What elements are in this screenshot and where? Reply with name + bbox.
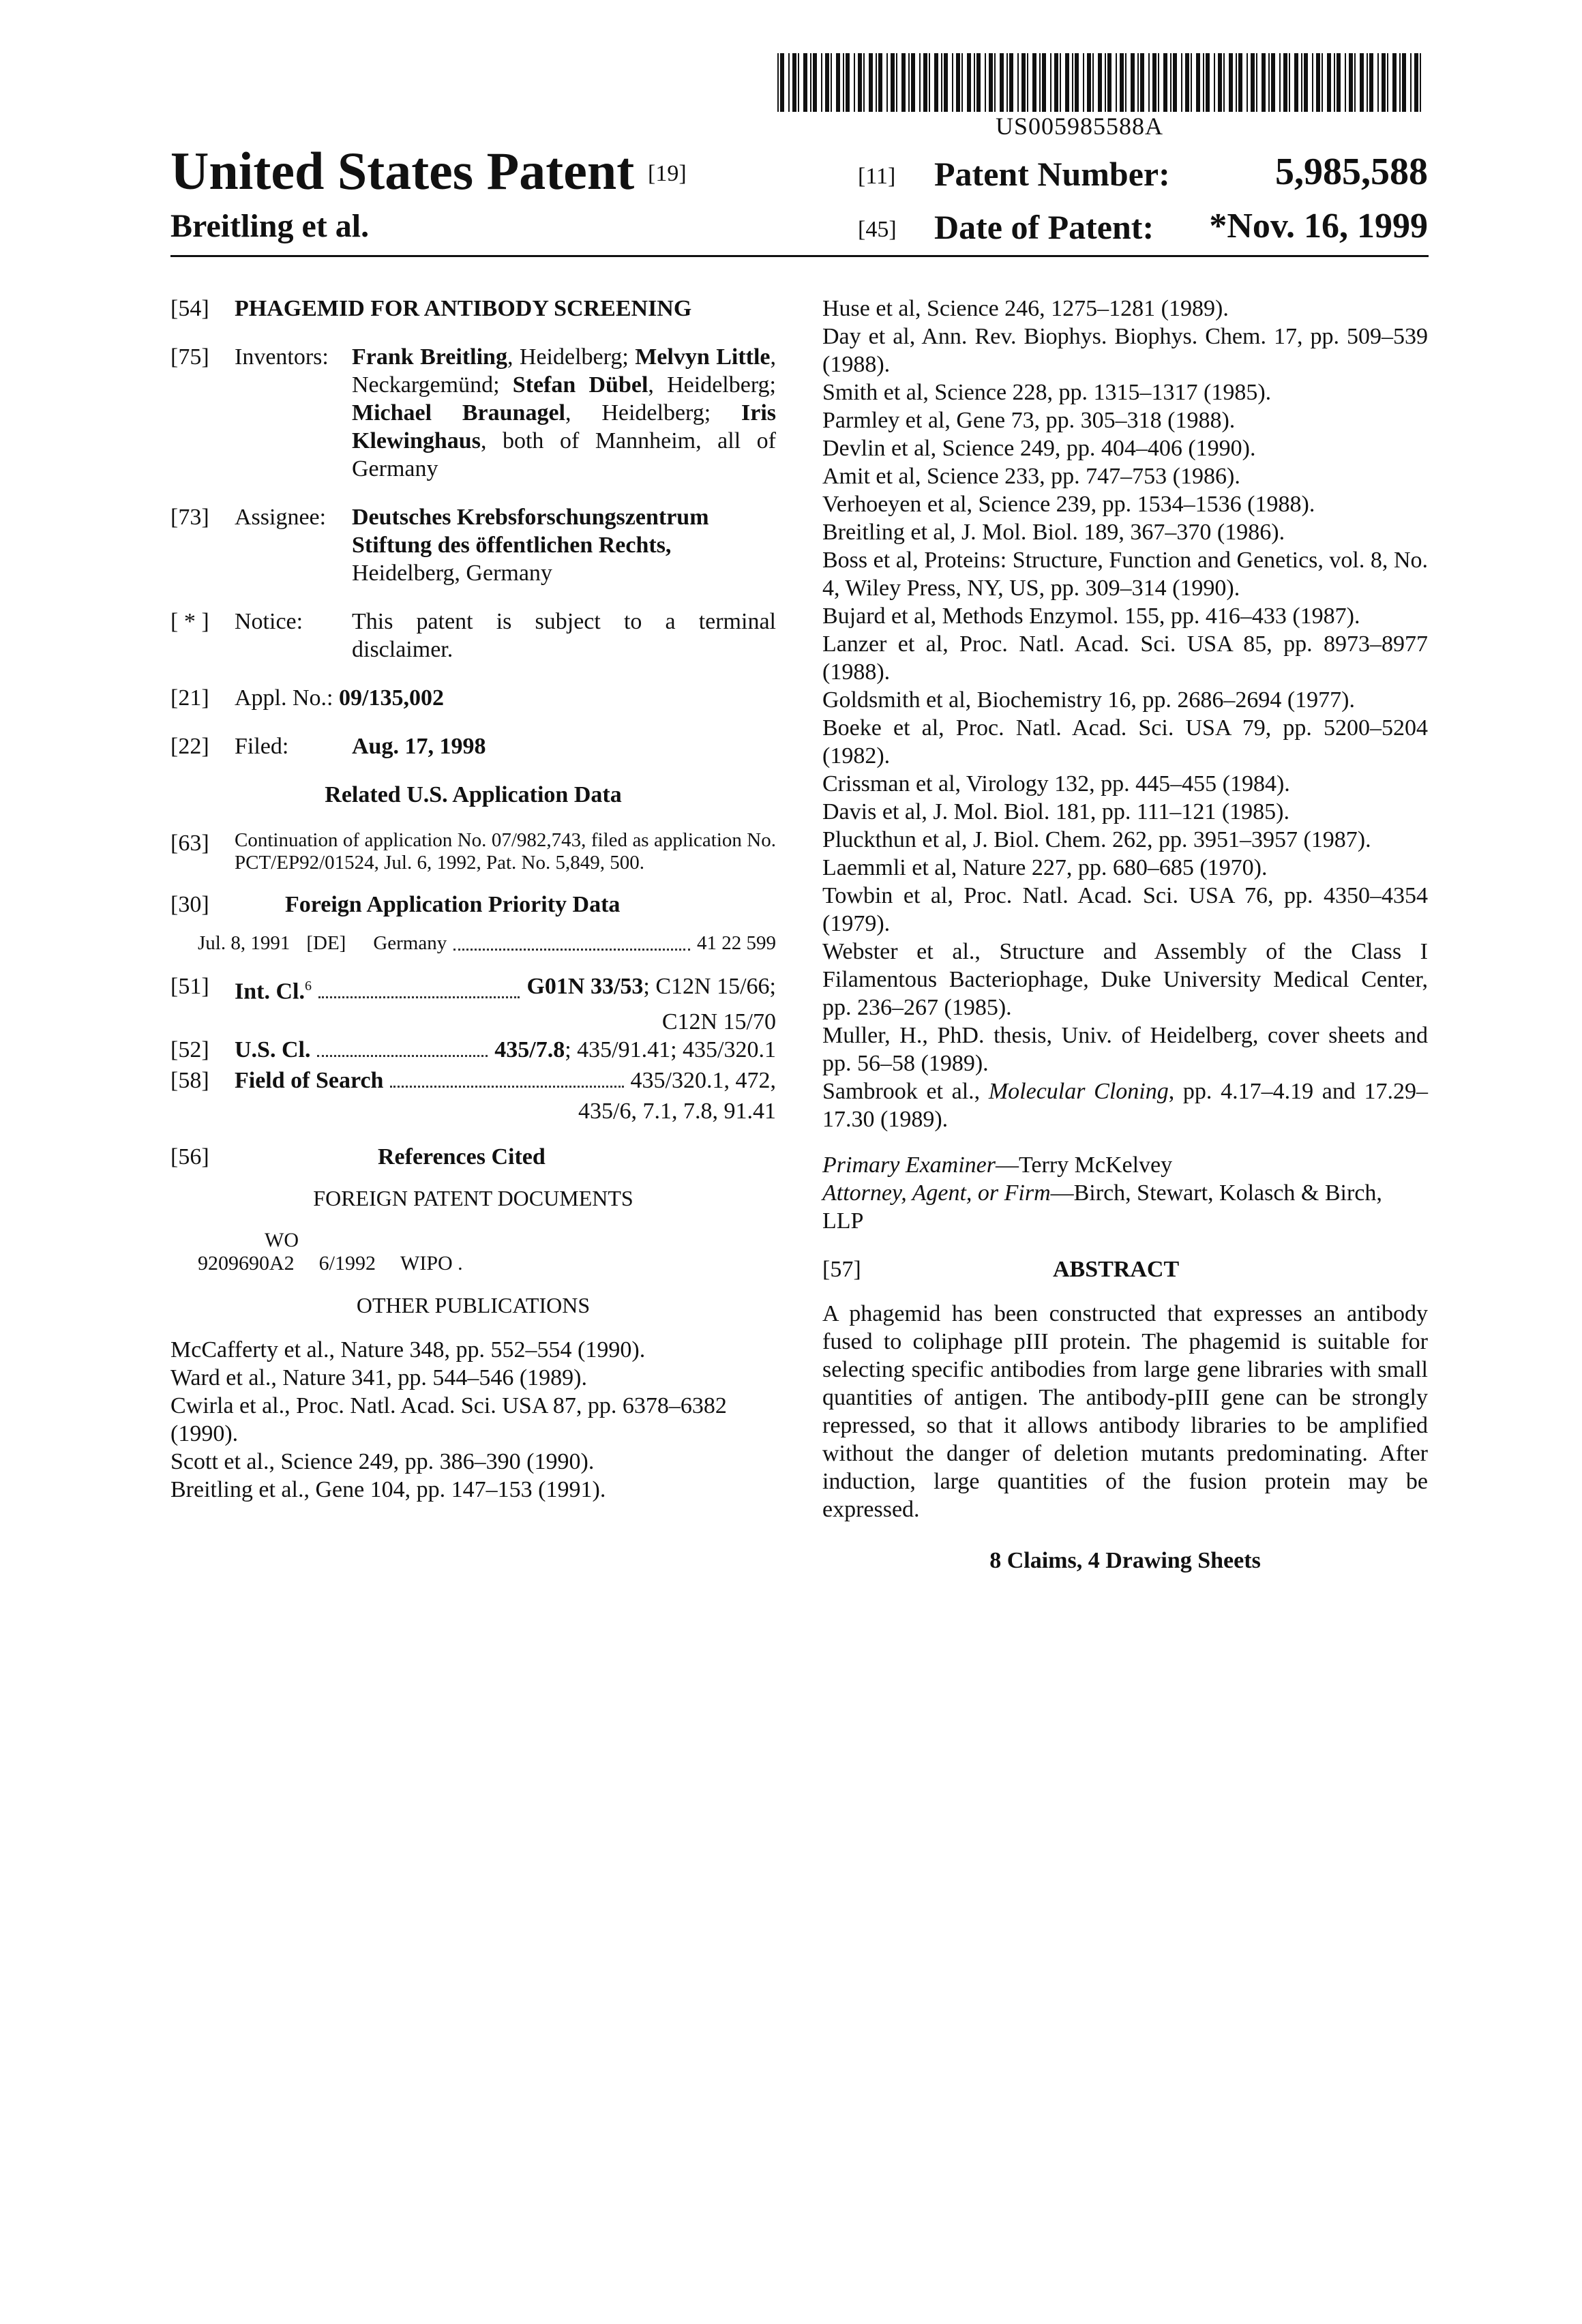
barcode-bar [1316, 53, 1320, 112]
wo-row [198, 1252, 776, 1275]
barcode-bar [1131, 53, 1135, 112]
barcode-bar [1206, 53, 1210, 112]
publication-ref: Verhoeyen et al, Science 239, pp. 1534–1536 (1988). [822, 492, 1315, 517]
application-number-field [170, 684, 776, 712]
field-code: [57] [822, 1257, 861, 1282]
priority-country: Germany [373, 932, 447, 954]
barcode-bar [1414, 53, 1418, 112]
publication-ref: Webster et al., Structure and Assembly of the Class I Filamentous Bacteriophage, Duke University Medical Center, pp. 236–267 (1985). [822, 939, 1428, 1020]
field-of-search-line1: 435/320.1, 472, [630, 1068, 776, 1094]
wo-prefix: WO [265, 1229, 299, 1252]
barcode-bar [1092, 53, 1094, 112]
inventor-place: , Heidelberg; [648, 372, 776, 398]
barcode-bar [994, 53, 996, 112]
barcode-bar [1163, 53, 1167, 112]
us-cl-label: U.S. Cl. [235, 1037, 311, 1063]
barcode-bar [1247, 53, 1248, 112]
dot-leader [453, 929, 690, 951]
barcode-number: US005985588A [996, 113, 1164, 140]
publication-ref: Parmley et al, Gene 73, pp. 305–318 (1988). [822, 408, 1236, 433]
barcode-bar [1360, 53, 1364, 112]
patent-number-value: 5,985,588 [1275, 151, 1428, 193]
barcode-bar [1032, 53, 1036, 112]
barcode-bar [967, 53, 971, 112]
barcode-bar [863, 53, 865, 112]
barcode-bar [1075, 53, 1079, 112]
int-cl-rest: ; C12N 15/66; [643, 974, 776, 999]
field-code: [75] [170, 344, 209, 370]
field-code: [22] [170, 734, 209, 759]
assignee-place: Heidelberg, Germany [352, 561, 552, 586]
int-cl-main: G01N 33/53 [526, 974, 644, 999]
int-cl-label [235, 972, 312, 1005]
dot-leader [318, 972, 520, 998]
barcode-bar [944, 53, 948, 112]
barcode-bar [1214, 53, 1215, 112]
barcode-bar [810, 53, 811, 112]
publication-ref: Pluckthun et al, J. Biol. Chem. 262, pp. 3951–3957 (1987). [822, 827, 1371, 852]
barcode-bar [1120, 53, 1124, 112]
barcode-bar [1334, 53, 1335, 112]
publication-ref: Boeke et al, Proc. Natl. Acad. Sci. USA 79, pp. 5200–5204 (1982). [822, 715, 1428, 769]
field-code: [54] [170, 296, 209, 321]
barcode-bar [1125, 53, 1126, 112]
wo-date: 6/1992 [318, 1252, 376, 1275]
barcode-bar [1294, 53, 1298, 112]
barcode-bar [1137, 53, 1139, 112]
barcode-bar [869, 53, 873, 112]
barcode-bar [1262, 53, 1266, 112]
int-cl-field [170, 972, 776, 1005]
barcode-bar [1152, 53, 1156, 112]
date-of-patent-code: [45] [858, 217, 897, 242]
barcode-bar [1271, 53, 1275, 112]
publication-ref: Lanzer et al, Proc. Natl. Acad. Sci. USA 85, pp. 8973–8977 (1988). [822, 631, 1428, 685]
barcode-bar [1098, 53, 1102, 112]
publication-ref: Scott et al., Science 249, pp. 386–390 (1990). [170, 1449, 595, 1475]
us-cl-field [170, 1036, 776, 1064]
barcode-bar [798, 53, 799, 112]
barcode-bar [934, 53, 938, 112]
barcode-bar [821, 53, 822, 112]
barcode-bar [1345, 53, 1346, 112]
title-code: [19] [648, 161, 687, 186]
barcode-bar [1060, 53, 1061, 112]
barcode-bar [792, 53, 796, 112]
us-cl-main: 435/7.8 [494, 1037, 565, 1063]
barcode-bar [1289, 53, 1290, 112]
barcode-bar [1312, 53, 1313, 112]
related-data-heading: Related U.S. Application Data [325, 782, 622, 807]
inventor-name: Frank Breitling [352, 344, 507, 370]
publication-ref: Breitling et al., Gene 104, pp. 147–153 (1991). [170, 1477, 606, 1503]
barcode-bar [1181, 53, 1182, 112]
right-column [822, 295, 1428, 1575]
barcode-bar [896, 53, 897, 112]
barcode-bar [1148, 53, 1150, 112]
inventor-name: Michael Braunagel [352, 400, 566, 426]
barcode-bar [1170, 53, 1171, 112]
barcode-bar [846, 53, 850, 112]
publication-ref: Amit et al, Science 233, pp. 747–753 (1986). [822, 464, 1240, 489]
publication-ref: Huse et al, Science 246, 1275–1281 (1989). [822, 296, 1229, 321]
barcode-bar [1196, 53, 1200, 112]
field-code: [ * ] [170, 609, 209, 634]
priority-row [198, 929, 776, 957]
dot-leader [390, 1067, 623, 1088]
field-code: [58] [170, 1068, 209, 1094]
barcode-bar [1042, 53, 1046, 112]
barcode-bar [952, 53, 953, 112]
publication-ref: Towbin et al, Proc. Natl. Acad. Sci. USA 76, pp. 4350–4354 (1979). [822, 883, 1428, 936]
abstract-text: A phagemid has been constructed that expresses an antibody fused to coliphage pIII protein. The phagemid is suitable for selecting specific antibodies from large gene libraries with small quantities of antigen. The antibody-pIII gene can be strongly repressed, so that it allows antibody libraries to be amplified without the danger of deletion mutants predominating. After induction, large quantities of the fusion protein may be expressed. [822, 1301, 1428, 1522]
inventor-place: , Heidelberg; [507, 344, 636, 370]
publication-ref: Ward et al., Nature 341, pp. 544–546 (1989). [170, 1365, 588, 1391]
filed-field [170, 732, 776, 760]
barcode-bar [1185, 53, 1189, 112]
publication-ref: Breitling et al, J. Mol. Biol. 189, 367–370 (1986). [822, 520, 1285, 545]
barcode-bar [1251, 53, 1255, 112]
publication-ref: Muller, H., PhD. thesis, Univ. of Heidelberg, cover sheets and pp. 56–58 (1989). [822, 1023, 1428, 1076]
dot-leader [317, 1036, 488, 1057]
publication-ref: Cwirla et al., Proc. Natl. Acad. Sci. USA 87, pp. 6378–6382 (1990). [170, 1393, 727, 1447]
claims-summary: 8 Claims, 4 Drawing Sheets [989, 1548, 1261, 1573]
barcode-bar [1369, 53, 1373, 112]
publication-ref: Goldsmith et al, Biochemistry 16, pp. 2686–2694 (1977). [822, 687, 1355, 713]
barcode-bar [974, 53, 975, 112]
first-author: Breitling et al. [170, 208, 370, 244]
primary-examiner-label: Primary Examiner [822, 1152, 996, 1178]
sambrook-title: Molecular Cloning [988, 1079, 1169, 1104]
barcode-bar [876, 53, 877, 112]
barcode-bar [1349, 53, 1353, 112]
barcode-bar [1072, 53, 1073, 112]
priority-heading: Foreign Application Priority Data [285, 892, 621, 917]
assignee-name: Deutsches Krebsforschungszentrum Stiftung des öffentlichen Rechts, [352, 505, 709, 558]
barcode-bar [1229, 53, 1233, 112]
examiner-block [822, 1151, 1428, 1235]
barcode-bar [1420, 53, 1421, 112]
barcode-bar [1050, 53, 1051, 112]
barcode-bar [1304, 53, 1308, 112]
sambrook-authors: Sambrook et al., [822, 1079, 989, 1104]
inventor-place: , both of Mannheim, all of Germany [352, 428, 776, 481]
barcode-bar [1065, 53, 1069, 112]
priority-heading-row [170, 891, 776, 919]
barcode-bar [1283, 53, 1287, 112]
inventor-place: , Neckargemünd; [352, 344, 777, 398]
barcode-bar [891, 53, 895, 112]
barcode-bar [1236, 53, 1237, 112]
assignee-label: Assignee: [235, 505, 327, 530]
attorney [822, 1179, 1428, 1235]
barcode-bar [1173, 53, 1177, 112]
application-number-value: 09/135,002 [339, 685, 444, 711]
inventor-place: , Heidelberg; [565, 400, 742, 426]
header-divider [170, 255, 1429, 257]
barcode-bar [1105, 53, 1106, 112]
barcode-bar [923, 53, 927, 112]
inventor-name: Melvyn Little [635, 344, 771, 370]
barcode-bar [1367, 53, 1368, 112]
publication-ref: Crissman et al, Virology 132, pp. 445–455 (1984). [822, 771, 1290, 796]
int-cl-edition: 6 [304, 979, 312, 994]
barcode-bar [1087, 53, 1091, 112]
barcode-bar [985, 53, 986, 112]
abstract-heading-row [822, 1255, 1428, 1283]
attorney-label: Attorney, Agent, or Firm [822, 1180, 1051, 1206]
patent-number-label: Patent Number: [934, 155, 1170, 193]
barcode-bar [1387, 53, 1388, 112]
barcode-bar [929, 53, 930, 112]
assignee-value [352, 503, 776, 587]
barcode-bar [1203, 53, 1204, 112]
assignee-field [170, 503, 776, 587]
int-cl-label-text: Int. Cl. [235, 979, 305, 1004]
references-heading-row [170, 1143, 776, 1171]
publication-ref: Boss et al, Proteins: Structure, Function and Genetics, vol. 8, No. 4, Wiley Press, NY, US, pp. 309–314 (1990). [822, 548, 1428, 601]
publication-ref: Devlin et al, Science 249, pp. 404–406 (1990). [822, 436, 1256, 461]
barcode-bar [777, 53, 779, 112]
primary-examiner-name: —Terry McKelvey [996, 1152, 1173, 1178]
title-field [170, 295, 776, 323]
barcode-bar [961, 53, 963, 112]
primary-examiner [822, 1151, 1428, 1179]
notice-field [170, 608, 776, 664]
barcode-bar [1223, 53, 1225, 112]
barcode-bar [858, 53, 862, 112]
field-code: [73] [170, 505, 209, 530]
filed-date: Aug. 17, 1998 [352, 734, 486, 759]
wo-office: WIPO . [400, 1252, 463, 1275]
foreign-patents-heading: FOREIGN PATENT DOCUMENTS [313, 1186, 633, 1211]
barcode-bar [854, 53, 855, 112]
publication-ref-sambrook [822, 1077, 1428, 1133]
barcode-bar [1377, 53, 1379, 112]
barcode-bar [1402, 53, 1406, 112]
notice-text: This patent is subject to a terminal disclaimer. [352, 609, 776, 662]
barcode-bar [1039, 53, 1041, 112]
barcode-bar [1327, 53, 1331, 112]
barcode-bar [1116, 53, 1117, 112]
barcode-bar [1279, 53, 1281, 112]
inventors-list [352, 343, 776, 483]
barcode-bar [1017, 53, 1019, 112]
date-of-patent-value: *Nov. 16, 1999 [1209, 207, 1428, 245]
barcode-bar [1158, 53, 1159, 112]
barcode-bar [1107, 53, 1111, 112]
patent-number-code: [11] [858, 164, 896, 189]
left-column [170, 295, 776, 1504]
publication-ref: McCafferty et al., Nature 348, pp. 552–554 (1990). [170, 1337, 646, 1363]
inventors-label: Inventors: [235, 344, 329, 370]
field-code: [52] [170, 1037, 209, 1063]
application-number-label: Appl. No.: [235, 685, 333, 711]
barcode-bar [1322, 53, 1323, 112]
barcode-bar [1268, 53, 1270, 112]
barcode-bar [1238, 53, 1242, 112]
priority-number: 41 22 599 [697, 932, 776, 954]
field-code: [21] [170, 685, 209, 711]
barcode-bar [1006, 53, 1008, 112]
continuation-text: Continuation of application No. 07/982,743, filed as application No. PCT/EP92/01524, Jul. 6, 1992, Pat. No. 5,849, 500. [235, 829, 776, 874]
barcode-bar [1218, 53, 1222, 112]
barcode-bar [956, 53, 960, 112]
field-of-search [170, 1067, 776, 1094]
field-of-search-line2: 435/6, 7.1, 7.8, 91.41 [578, 1099, 776, 1124]
wo-number: 9209690A2 [198, 1252, 295, 1275]
barcode-bar [989, 53, 993, 112]
us-cl-rest: ; 435/91.41; 435/320.1 [565, 1037, 776, 1063]
notice-label: Notice: [235, 609, 303, 634]
barcode-bar [1354, 53, 1356, 112]
barcode-bar [919, 53, 921, 112]
barcode-bar [1410, 53, 1412, 112]
references-heading: References Cited [378, 1144, 546, 1170]
priority-country-code: [DE] [306, 932, 346, 954]
barcode-bar [941, 53, 942, 112]
barcode-bar [1399, 53, 1401, 112]
continuation-field [170, 829, 776, 874]
date-of-patent-label: Date of Patent: [934, 208, 1154, 246]
publication-ref: Laemmli et al, Nature 227, pp. 680–685 (1970). [822, 855, 1268, 880]
barcode-bar [1054, 53, 1058, 112]
inventor-name: Iris Klewinghaus [352, 400, 777, 453]
patent-office-title: United States Patent [170, 141, 635, 200]
barcode-bar [1021, 53, 1026, 112]
publication-ref: Bujard et al, Methods Enzymol. 155, pp. 416–433 (1987). [822, 604, 1360, 629]
barcode-bar [843, 53, 844, 112]
barcode-bar [813, 53, 817, 112]
inventor-name: Stefan Dübel [512, 372, 648, 398]
barcode-bar [1191, 53, 1192, 112]
other-publications-heading: OTHER PUBLICATIONS [356, 1293, 591, 1318]
int-cl-line2: C12N 15/70 [661, 1009, 776, 1035]
field-of-search-label: Field of Search [235, 1068, 384, 1094]
barcode-bar [803, 53, 807, 112]
barcode-bar [911, 53, 915, 112]
barcode-bar [886, 53, 888, 112]
invention-title: PHAGEMID FOR ANTIBODY SCREENING [235, 296, 692, 321]
barcode-bar [1301, 53, 1302, 112]
barcode-bar [831, 53, 832, 112]
barcode-image [777, 53, 1425, 112]
foreign-patent-entry [198, 1229, 776, 1275]
abstract-heading: ABSTRACT [1053, 1257, 1180, 1282]
publication-ref: Smith et al, Science 228, pp. 1315–1317 (1985). [822, 380, 1272, 405]
barcode-bar [1000, 53, 1004, 112]
field-code: [30] [170, 892, 209, 917]
barcode-bar [1382, 53, 1386, 112]
barcode-bar [1083, 53, 1084, 112]
barcode-bar [908, 53, 910, 112]
barcode-bar [1140, 53, 1144, 112]
field-code: [56] [170, 1144, 209, 1170]
filed-label: Filed: [235, 734, 289, 759]
barcode-bar [825, 53, 829, 112]
publication-ref: Day et al, Ann. Rev. Biophys. Biophys. Chem. 17, pp. 509–539 (1988). [822, 324, 1428, 377]
barcode-bar [788, 53, 790, 112]
barcode-bar [1392, 53, 1397, 112]
publication-ref: Davis et al, J. Mol. Biol. 181, pp. 111–121 (1985). [822, 799, 1289, 824]
barcode-bar [836, 53, 840, 112]
barcode-bar [901, 53, 906, 112]
field-code: [63] [170, 831, 209, 856]
barcode-bar [1009, 53, 1013, 112]
barcode-bar [1256, 53, 1257, 112]
barcode-bar [780, 53, 784, 112]
barcode-bar [1027, 53, 1028, 112]
sambrook-pages: , pp. 4.17–4.19 and 17.29–17.30 (1989). [822, 1079, 1429, 1132]
barcode-bar [878, 53, 882, 112]
barcode-bar [1337, 53, 1341, 112]
priority-date: Jul. 8, 1991 [198, 932, 290, 954]
field-code: [51] [170, 974, 209, 999]
attorney-name: —Birch, Stewart, Kolasch & Birch, LLP [822, 1180, 1382, 1234]
barcode-bar [976, 53, 981, 112]
inventors-field [170, 343, 776, 483]
